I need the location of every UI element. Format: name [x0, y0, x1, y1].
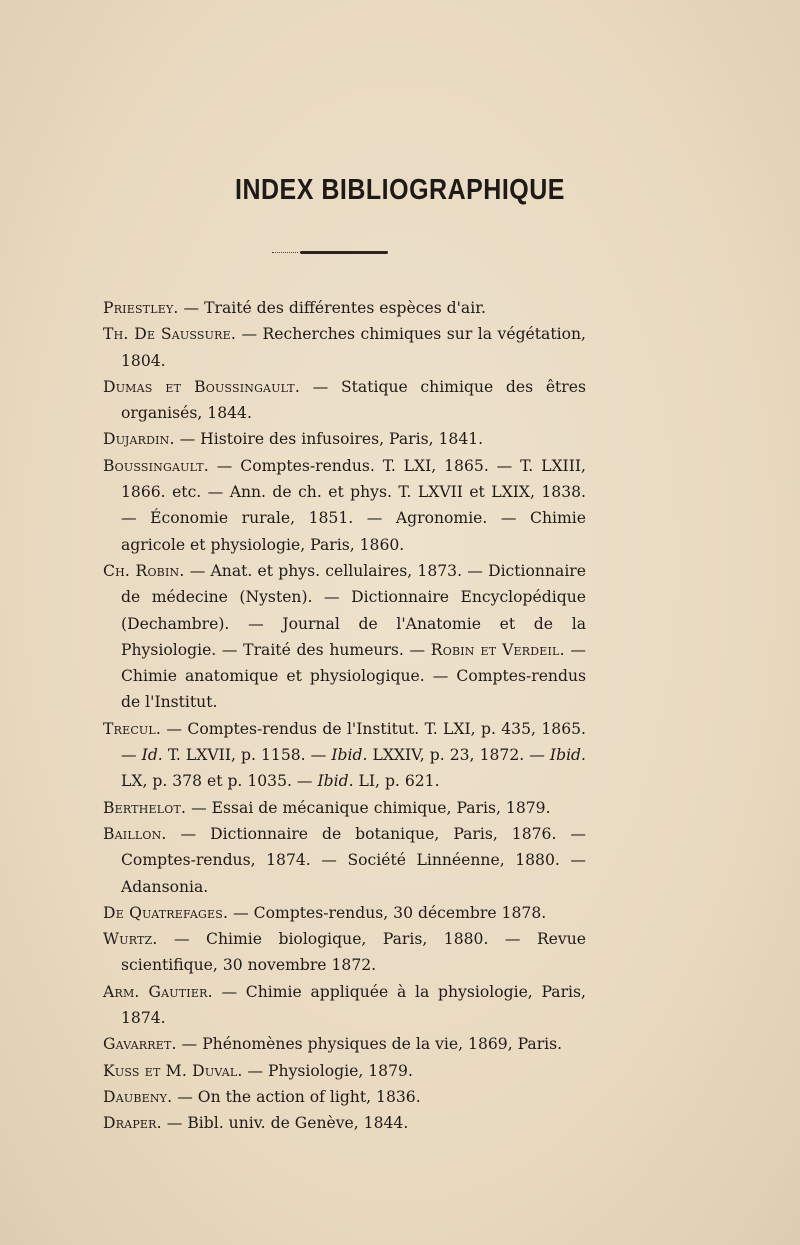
- entry-text: — On the action of light, 1836.: [172, 1087, 421, 1106]
- entry-author: Kuss et M. Duval.: [103, 1061, 243, 1080]
- entry-author: Gavarret.: [103, 1035, 177, 1054]
- entry-author: Dujardin.: [103, 430, 175, 449]
- bibliography-entry: [103, 1084, 586, 1110]
- entry-text: — Traité des différentes espèces d'air.: [178, 299, 486, 317]
- entry-author: Draper.: [103, 1114, 162, 1133]
- entry-text: — Anat. et phys. cellulaires, 1873. — Dictionnaire de médecine (Nysten). — Dictionnaire Encyclopédique (Dechambre). — Journal de l'Anatomie et de la Physiologie. — Traité des humeurs. —: [121, 561, 586, 659]
- entry-text: — Bibl. univ. de Genève, 1844.: [161, 1114, 409, 1133]
- bibliography-entry: [103, 558, 586, 716]
- entry-author: Berthelot.: [103, 798, 187, 817]
- entry-text: — Chimie biologique, Paris, 1880. — Revue scientifique, 30 novembre 1872.: [121, 930, 586, 975]
- entry-text-continued: LX, p. 378 et p. 1035. —: [121, 772, 318, 791]
- entry-text: — Histoire des infusoires, Paris, 1841.: [174, 430, 484, 449]
- bibliography-entry: [103, 821, 586, 900]
- entry-text: — Statique chimique des êtres organisés, 1844.: [121, 377, 586, 423]
- bibliography-entry: [103, 1031, 586, 1057]
- entry-author: Daubeny.: [103, 1087, 173, 1106]
- entry-text: — Essai de mécanique chimique, Paris, 1879.: [186, 798, 551, 817]
- entry-text: — Chimie appliquée à la physiologie, Paris, 1874.: [121, 982, 586, 1028]
- bibliography-entry: [103, 295, 586, 321]
- entry-text: — Dictionnaire de botanique, Paris, 1876. — Comptes-rendus, 1874. — Société Linnéenne, 1880. — Adansonia.: [121, 824, 586, 896]
- page-title: INDEX BIBLIOGRAPHIQUE: [235, 173, 565, 207]
- bibliography-entry: [103, 1110, 586, 1136]
- bibliography-entry: [103, 321, 586, 374]
- entry-author: Trecul.: [103, 719, 162, 738]
- entry-author: Ch. Robin.: [103, 561, 185, 580]
- entry-author: Wurtz.: [103, 930, 158, 949]
- entry-text: — Physiologie, 1879.: [242, 1061, 413, 1080]
- entry-text: — Comptes-rendus de l'Institut. T. LXI, p. 435, 1865. —: [121, 719, 586, 765]
- entry-author: Dumas et Boussingault.: [103, 377, 300, 396]
- entry-author: Th. De Saussure.: [103, 325, 236, 344]
- entry-author: Boussingault.: [103, 456, 209, 475]
- entry-author: Arm. Gautier.: [103, 982, 213, 1001]
- entry-text: — Comptes-rendus, 30 décembre 1878.: [228, 903, 547, 922]
- entry-italic-ref: Id.: [141, 746, 163, 765]
- entry-text-continued: — Chimie anatomique et physiologique. — Comptes-rendus de l'Institut.: [121, 640, 586, 712]
- entry-text-continued: LXXIV, p. 23, 1872. —: [367, 746, 550, 765]
- entry-italic-ref: Ibid.: [331, 746, 368, 765]
- entry-text: — Recherches chimiques sur la végétation, 1804.: [121, 325, 586, 370]
- entry-text: — Phénomènes physiques de la vie, 1869, Paris.: [176, 1035, 563, 1054]
- bibliography-entry: [103, 453, 586, 558]
- bibliography-entry: [103, 900, 586, 926]
- entry-author-secondary: Robin et Verdeil.: [430, 640, 565, 659]
- entry-author: Priestley.: [103, 299, 179, 317]
- bibliography-entry: [103, 926, 586, 979]
- bibliography-entry: [103, 979, 586, 1032]
- bibliography-entry: [103, 1058, 586, 1084]
- entry-italic-ref: Ibid.: [317, 772, 354, 791]
- title-rule: [300, 251, 388, 254]
- entry-text-continued: LI, p. 621.: [353, 772, 440, 791]
- entry-author: De Quatrefages.: [103, 903, 229, 922]
- entry-italic-ref: Ibid.: [549, 746, 586, 765]
- bibliography-entry: [103, 716, 586, 795]
- bibliography-entry: [103, 374, 586, 427]
- title-rule-lead: [272, 252, 298, 254]
- bibliography-list: [103, 295, 586, 1137]
- entry-text: — Comptes-rendus. T. LXI, 1865. — T. LXIII, 1866. etc. — Ann. de ch. et phys. T. LXVII et LXIX, 1838. — Économie rurale, 1851. — Agronomie. — Chimie agricole et physiologie, Paris, 1860.: [121, 456, 586, 554]
- bibliography-entry: [103, 795, 586, 821]
- entry-text-continued: T. LXVII, p. 1158. —: [162, 746, 332, 765]
- bibliography-entry: [103, 426, 586, 452]
- entry-author: Baillon.: [103, 824, 167, 843]
